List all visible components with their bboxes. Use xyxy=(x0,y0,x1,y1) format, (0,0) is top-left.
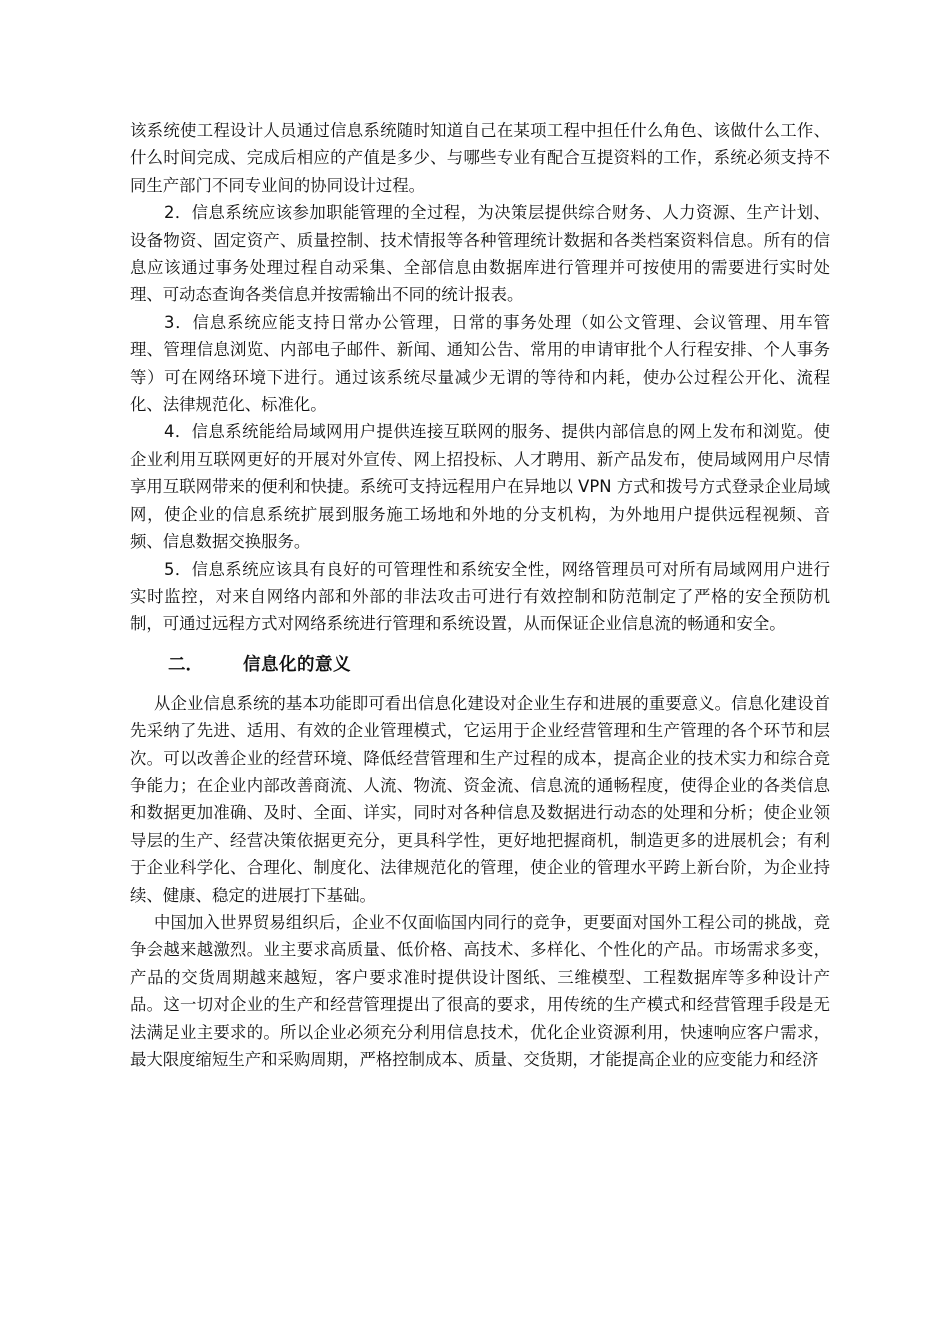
section-number: 二． xyxy=(168,655,203,676)
paragraph-item-3: 3．信息系统应能支持日常办公管理，日常的事务处理（如公文管理、会议管理、用车管理、管理信息浏览、内部电子邮件、新闻、通知公告、常用的申请审批个人行程安排、个人事务等）可在网络环境下进行。通过该系统尽量减少无谓的等待和内耗，使办公过程公开化、流程化、法律规范化、标准化。 xyxy=(130,312,830,415)
paragraph-item-2: 2．信息系统应该参加职能管理的全过程，为决策层提供综合财务、人力资源、生产计划、设备物资、固定资产、质量控制、技术情报等各种管理统计数据和各类档案资料信息。所有的信息应该通过事务处理过程自动采集、全部信息由数据库进行管理并可按使用的需要进行实时处理、可动态查询各类信息并按需输出不同的统计报表。 xyxy=(130,203,830,305)
document-page xyxy=(130,117,830,1073)
section-heading xyxy=(130,645,830,683)
paragraph-item-5: 5．信息系统应该具有良好的可管理性和系统安全性，网络管理员可对所有局域网用户进行实时监控，对来自网络内部和外部的非法攻击可进行有效控制和防范制定了严格的安全预防机制，可通过远程方式对网络系统进行管理和系统设置，从而保证企业信息流的畅通和安全。 xyxy=(130,559,830,634)
paragraph-item-4: 4．信息系统能给局域网用户提供连接互联网的服务、提供内部信息的网上发布和浏览。使企业利用互联网更好的开展对外宣传、网上招投标、人才聘用、新产品发布，使局域网用户尽情享用互联网带来的便利和快捷。系统可支持远程用户在异地以 VPN 方式和拨号方式登录企业局域网，使企业的信息系统扩展到服务施工场地和外地的分支机构，为外地用户提供远程视频、音频、信息数据交换服务。 xyxy=(130,422,830,552)
paragraph-significance: 从企业信息系统的基本功能即可看出信息化建设对企业生存和进展的重要意义。信息化建设首先采纳了先进、适用、有效的企业管理模式，它运用于企业经营管理和生产管理的各个环节和层次。可以改善企业的经营环境、降低经营管理和生产过程的成本，提高企业的技术实力和综合竞争能力；在企业内部改善商流、人流、物流、资金流、信息流的通畅程度，使得企业的各类信息和数据更加准确、及时、全面、详实，同时对各种信息及数据进行动态的处理和分析；使企业领导层的生产、经营决策依据更充分，更具科学性，更好地把握商机，制造更多的进展机会；有利于企业科学化、合理化、制度化、法律规范化的管理，使企业的管理水平跨上新台阶，为企业持续、健康、稳定的进展打下基础。 xyxy=(130,693,830,905)
paragraph-continuation: 该系统使工程设计人员通过信息系统随时知道自己在某项工程中担任什么角色、该做什么工作、什么时间完成、完成后相应的产值是多少、与哪些专业有配合互提资料的工作，系统必须支持不同生产部门不同专业间的协同设计过程。 xyxy=(130,121,830,195)
paragraph-wto: 中国加入世界贸易组织后，企业不仅面临国内同行的竞争，更要面对国外工程公司的挑战，竞争会越来越激烈。业主要求高质量、低价格、高技术、多样化、个性化的产品。市场需求多变，产品的交货周期越来越短，客户要求准时提供设计图纸、三维模型、工程数据库等多种设计产品。这一切对企业的生产和经营管理提出了很高的要求，用传统的生产模式和经营管理手段是无法满足业主要求的。所以企业必须充分利用信息技术，优化企业资源利用，快速响应客户需求，最大限度缩短生产和采购周期，严格控制成本、质量、交货期，才能提高企业的应变能力和经济 xyxy=(130,912,830,1069)
section-title: 信息化的意义 xyxy=(243,655,351,676)
